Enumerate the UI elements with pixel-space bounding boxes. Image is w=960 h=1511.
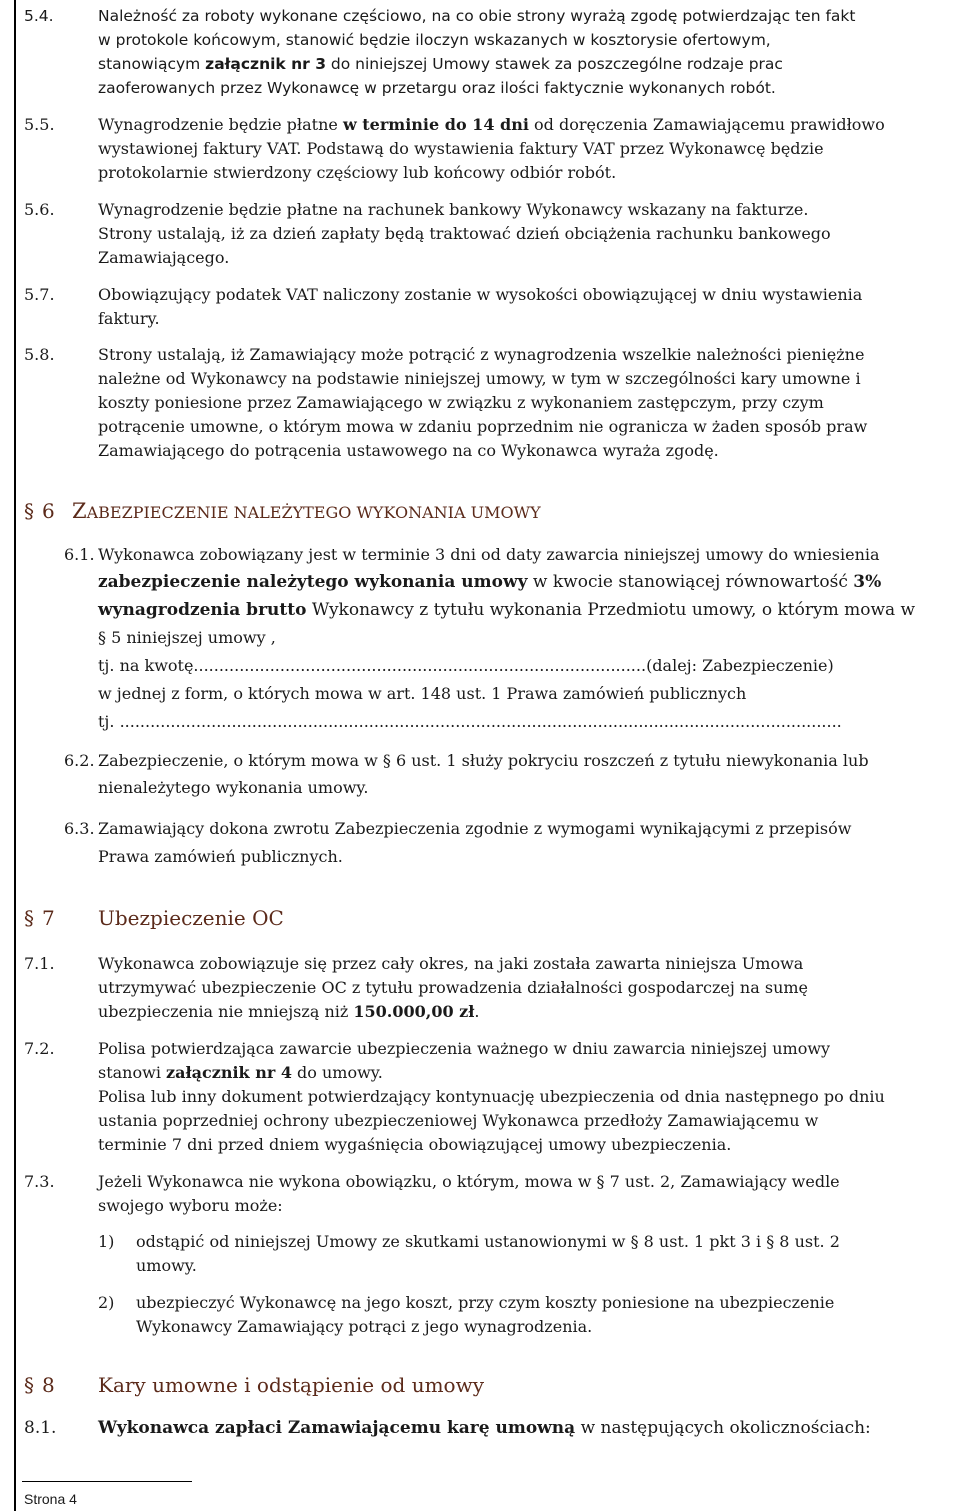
text-line: tj. na kwotę.........................................................................................(dalej: Zabezpieczenie) bbox=[98, 656, 834, 675]
text-line: zaoferowanych przez Wykonawcę w przetargu oraz ilości faktycznie wykonanych robót. bbox=[98, 79, 776, 97]
text-line: Wykonawca zobowiązany jest w terminie 3 dni od daty zawarcia niniejszej umowy do wniesienia bbox=[98, 545, 880, 564]
section-number: 7 bbox=[42, 906, 55, 930]
paragraph-number: 5.4. bbox=[24, 7, 54, 25]
text-line: odstąpić od niniejszej Umowy ze skutkami ustanowionymi w § 8 ust. 1 pkt 3 i § 8 ust. 2 bbox=[136, 1232, 840, 1251]
text-line: ustania poprzedniej ochrony ubezpieczeniowej Wykonawca przedłoży Zamawiającemu w bbox=[98, 1111, 819, 1130]
text-line: Zamawiającego do potrącenia ustawowego na co Wykonawca wyraża zgodę. bbox=[98, 441, 719, 460]
text-line: wystawionej faktury VAT. Podstawą do wystawienia faktury VAT przez Wykonawcę będzie bbox=[98, 139, 824, 158]
list-item-number: 1) bbox=[98, 1232, 115, 1251]
text-line: w protokole końcowym, stanowić będzie iloczyn wskazanych w kosztorysie ofertowym, bbox=[98, 31, 771, 49]
paragraph-number: 7.2. bbox=[24, 1039, 55, 1058]
text-line: Polisa lub inny dokument potwierdzający kontynuację ubezpieczenia od dnia następnego po dniu bbox=[98, 1087, 885, 1106]
text-line: wynagrodzenia brutto Wykonawcy z tytułu wykonania Przedmiotu umowy, o którym mowa w bbox=[98, 600, 916, 620]
text-line: Wykonawcy Zamawiający potrąci z jego wynagrodzenia. bbox=[136, 1317, 593, 1336]
section-title: ZABEZPIECZENIE NALEŻYTEGO WYKONANIA UMOWY bbox=[72, 499, 541, 523]
text-line: stanowiącym załącznik nr 3 do niniejszej Umowy stawek za poszczególne rodzaje prac bbox=[98, 55, 783, 73]
text-line: w jednej z form, o których mowa w art. 148 ust. 1 Prawa zamówień publicznych bbox=[98, 684, 747, 703]
text-line: stanowi załącznik nr 4 do umowy. bbox=[98, 1063, 383, 1082]
text-line: swojego wyboru może: bbox=[98, 1196, 283, 1215]
section-sign: § bbox=[24, 906, 34, 930]
text-line: umowy. bbox=[136, 1256, 197, 1275]
paragraph-number: 8.1. bbox=[24, 1418, 57, 1438]
section-title: Ubezpieczenie OC bbox=[98, 906, 284, 930]
text-line: Należność za roboty wykonane częściowo, na co obie strony wyrażą zgodę potwierdzając ten fakt bbox=[98, 7, 856, 25]
section-number: 6 bbox=[42, 499, 55, 523]
text-line: Zamawiający dokona zwrotu Zabezpieczenia zgodnie z wymogami wynikającymi z przepisów bbox=[98, 819, 852, 838]
page-number: Strona 4 bbox=[24, 1491, 77, 1507]
text-line: Jeżeli Wykonawca nie wykona obowiązku, o którym, mowa w § 7 ust. 2, Zamawiający wedle bbox=[98, 1172, 840, 1191]
text-line: Zabezpieczenie, o którym mowa w § 6 ust. 1 służy pokryciu roszczeń z tytułu niewykonania lub bbox=[98, 751, 869, 770]
text-line: utrzymywać ubezpieczenie OC z tytułu prowadzenia działalności gospodarczej na sumę bbox=[98, 978, 809, 997]
left-margin-rule bbox=[14, 0, 16, 1511]
text-line: Wynagrodzenie będzie płatne na rachunek bankowy Wykonawcy wskazany na fakturze. bbox=[98, 200, 809, 219]
text-line: ubezpieczyć Wykonawcę na jego koszt, przy czym koszty poniesione na ubezpieczenie bbox=[136, 1293, 835, 1312]
text-line: Wynagrodzenie będzie płatne w terminie do 14 dni od doręczenia Zamawiającemu prawidłowo bbox=[98, 115, 885, 134]
paragraph-number: 6.3. bbox=[64, 819, 95, 838]
list-item-number: 2) bbox=[98, 1293, 115, 1312]
paragraph-number: 5.7. bbox=[24, 285, 55, 304]
text-line: faktury. bbox=[98, 309, 160, 328]
text-line: ubezpieczenia nie mniejszą niż 150.000,00 zł. bbox=[98, 1002, 480, 1021]
paragraph-number: 5.6. bbox=[24, 200, 55, 219]
section-title: Kary umowne i odstąpienie od umowy bbox=[98, 1373, 484, 1397]
footer-rule bbox=[22, 1481, 192, 1482]
paragraph-number: 7.1. bbox=[24, 954, 55, 973]
text-line: koszty poniesione przez Zamawiającego w związku z wykonaniem zastępczym, przy czym bbox=[98, 393, 824, 412]
paragraph-number: 6.2. bbox=[64, 751, 95, 770]
section-number: 8 bbox=[42, 1373, 55, 1397]
paragraph-number: 7.3. bbox=[24, 1172, 55, 1191]
text-line: potrącenie umowne, o którym mowa w zdaniu poprzednim nie ogranicza w żaden sposób praw bbox=[98, 417, 868, 436]
section-sign: § bbox=[24, 1373, 34, 1397]
text-line: terminie 7 dni przed dniem wygaśnięcia obowiązującej umowy ubezpieczenia. bbox=[98, 1135, 732, 1154]
text-line: protokolarnie stwierdzony częściowy lub końcowy odbiór robót. bbox=[98, 163, 617, 182]
text-line: § 5 niniejszej umowy , bbox=[98, 628, 276, 647]
text-line: Wykonawca zobowiązuje się przez cały okres, na jaki została zawarta niniejsza Umowa bbox=[98, 954, 804, 973]
paragraph-number: 5.5. bbox=[24, 115, 55, 134]
text-line: Polisa potwierdzająca zawarcie ubezpieczenia ważnego w dniu zawarcia niniejszej umowy bbox=[98, 1039, 831, 1058]
text-line: należne od Wykonawcy na podstawie niniejszej umowy, w tym w szczególności kary umowne i bbox=[98, 369, 861, 388]
text-line: Zamawiającego. bbox=[98, 248, 230, 267]
paragraph-number: 6.1. bbox=[64, 545, 95, 564]
text-line: nienależytego wykonania umowy. bbox=[98, 778, 369, 797]
text-line: zabezpieczenie należytego wykonania umowy w kwocie stanowiącej równowartość 3% bbox=[98, 572, 882, 592]
text-line: Wykonawca zapłaci Zamawiającemu karę umowną w następujących okolicznościach: bbox=[98, 1418, 871, 1438]
text-line: Prawa zamówień publicznych. bbox=[98, 847, 343, 866]
text-line: tj. .............................................................................................................................................. bbox=[98, 712, 842, 731]
text-line: Obowiązujący podatek VAT naliczony zostanie w wysokości obowiązującej w dniu wystawienia bbox=[98, 285, 863, 304]
text-line: Strony ustalają, iż za dzień zapłaty będą traktować dzień obciążenia rachunku bankowego bbox=[98, 224, 831, 243]
section-sign: § bbox=[24, 499, 34, 523]
text-line: Strony ustalają, iż Zamawiający może potrącić z wynagrodzenia wszelkie należności pieniężne bbox=[98, 345, 865, 364]
paragraph-number: 5.8. bbox=[24, 345, 55, 364]
